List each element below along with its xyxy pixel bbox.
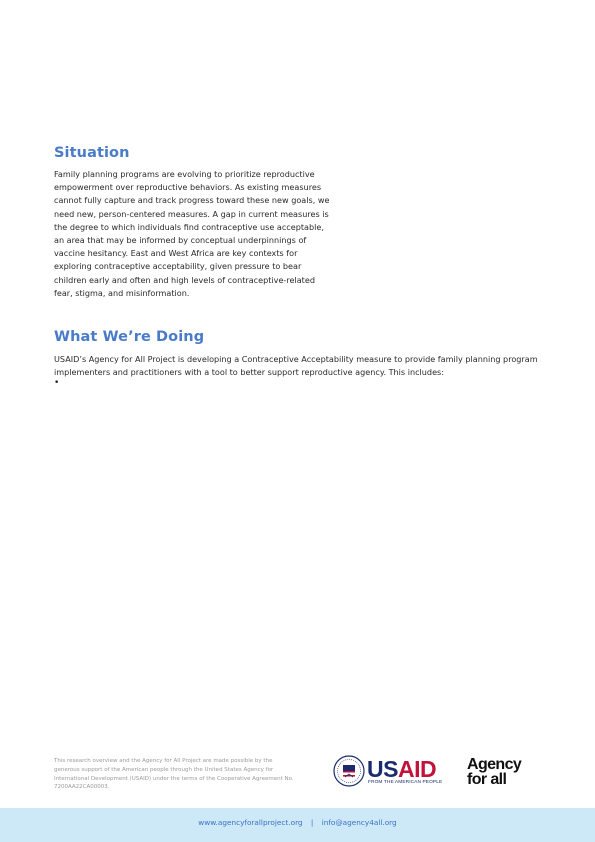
bullet-marker: • xyxy=(54,378,60,388)
situation-paragraph: Family planning programs are evolving to prioritize reproductive empowerment over reproductive behaviors. As existing measures cannot fully capture and track progress toward these new goals, we need new, person-centered measures. A gap in current measures is the degree to which individuals find contraceptive use acceptable, an area that may be informed by conceptual underpinnings of vaccine hesitancy. East and West Africa are key contexts for exploring contraceptive acceptability, given pressure to bear children early and often and high levels of contraceptive-related fear, stigma, and misinformation. xyxy=(54,169,330,298)
agency-for-all-logo: Agency for all xyxy=(467,756,522,788)
usaid-wordmark: USAID xyxy=(367,756,437,782)
usaid-tagline: FROM THE AMERICAN PEOPLE xyxy=(368,780,443,785)
funding-disclaimer: This research overview and the Agency for All Project are made possible by the generous support of the American people through the United States Agency for International Development (USAID) under the terms of the Cooperative Agreement No. 7200AA22CA00003. xyxy=(54,758,294,791)
usaid-seal-icon xyxy=(333,755,365,787)
situation-heading: Situation xyxy=(54,145,130,161)
email-link[interactable]: info@agency4all.org xyxy=(321,818,397,827)
website-link[interactable]: www.agencyforallproject.org xyxy=(198,818,303,827)
what-were-doing-heading: What We’re Doing xyxy=(54,329,205,345)
what-were-doing-paragraph: USAID’s Agency for All Project is developing a Contraceptive Acceptability measure to provide family planning program implementers and practitioners with a tool to better support reproductive agency. This includes: xyxy=(54,354,538,378)
footer-separator: | xyxy=(310,818,314,827)
footer-contact-links xyxy=(0,818,595,827)
usaid-logo xyxy=(333,755,445,791)
